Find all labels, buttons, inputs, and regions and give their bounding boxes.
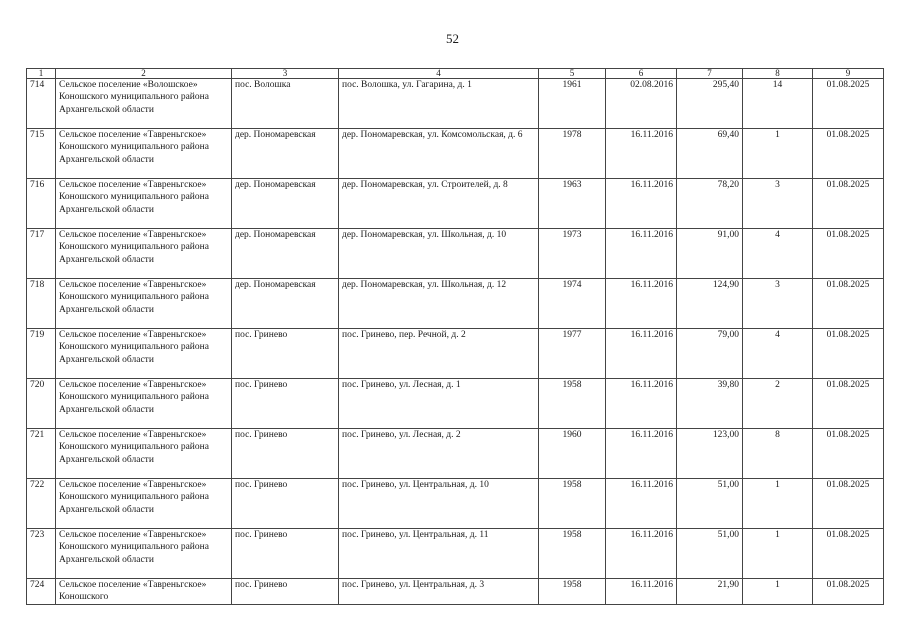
- date-cell: 16.11.2016: [606, 279, 677, 329]
- count-cell: 4: [743, 229, 813, 279]
- address-cell: пос. Гринево, пер. Речной, д. 2: [339, 329, 539, 379]
- deadline-cell: 01.08.2025: [813, 229, 884, 279]
- year-cell: 1958: [539, 579, 606, 605]
- year-cell: 1963: [539, 179, 606, 229]
- area-cell: 21,90: [677, 579, 743, 605]
- column-header: 9: [813, 69, 884, 79]
- address-cell: пос. Гринево, ул. Центральная, д. 10: [339, 479, 539, 529]
- locality-cell: пос. Гринево: [232, 329, 339, 379]
- column-header: 3: [232, 69, 339, 79]
- settlement-cell: Сельское поселение «Тавреньгское» Коношского муниципального района Архангельской области: [56, 329, 232, 379]
- column-header: 4: [339, 69, 539, 79]
- area-cell: 39,80: [677, 379, 743, 429]
- deadline-cell: 01.08.2025: [813, 279, 884, 329]
- count-cell: 1: [743, 579, 813, 605]
- row-number-cell: 718: [27, 279, 56, 329]
- column-header: 1: [27, 69, 56, 79]
- count-cell: 2: [743, 379, 813, 429]
- column-header: 6: [606, 69, 677, 79]
- date-cell: 16.11.2016: [606, 179, 677, 229]
- row-number-cell: 716: [27, 179, 56, 229]
- settlement-cell: Сельское поселение «Тавреньгское» Коношского муниципального района Архангельской области: [56, 129, 232, 179]
- address-cell: пос. Гринево, ул. Лесная, д. 2: [339, 429, 539, 479]
- column-header: 2: [56, 69, 232, 79]
- table-row: [27, 479, 884, 529]
- locality-cell: пос. Волошка: [232, 79, 339, 129]
- column-header: 7: [677, 69, 743, 79]
- address-cell: пос. Гринево, ул. Лесная, д. 1: [339, 379, 539, 429]
- count-cell: 3: [743, 179, 813, 229]
- date-cell: 16.11.2016: [606, 579, 677, 605]
- date-cell: 16.11.2016: [606, 529, 677, 579]
- date-cell: 16.11.2016: [606, 429, 677, 479]
- area-cell: 123,00: [677, 429, 743, 479]
- table-row: [27, 129, 884, 179]
- deadline-cell: 01.08.2025: [813, 479, 884, 529]
- settlement-cell: Сельское поселение «Тавреньгское» Коношского муниципального района Архангельской области: [56, 479, 232, 529]
- settlement-cell: Сельское поселение «Тавреньгское» Коношского муниципального района Архангельской области: [56, 279, 232, 329]
- locality-cell: пос. Гринево: [232, 379, 339, 429]
- row-number-cell: 722: [27, 479, 56, 529]
- row-number-cell: 721: [27, 429, 56, 479]
- locality-cell: пос. Гринево: [232, 479, 339, 529]
- locality-cell: пос. Гринево: [232, 429, 339, 479]
- date-cell: 16.11.2016: [606, 229, 677, 279]
- area-cell: 295,40: [677, 79, 743, 129]
- area-cell: 78,20: [677, 179, 743, 229]
- locality-cell: дер. Пономаревская: [232, 179, 339, 229]
- column-header: 8: [743, 69, 813, 79]
- year-cell: 1974: [539, 279, 606, 329]
- settlement-cell: Сельское поселение «Тавреньгское» Коношского муниципального района Архангельской области: [56, 379, 232, 429]
- count-cell: 4: [743, 329, 813, 379]
- deadline-cell: 01.08.2025: [813, 329, 884, 379]
- settlement-cell: Сельское поселение «Тавреньгское» Коношского муниципального района Архангельской области: [56, 429, 232, 479]
- table-row: [27, 279, 884, 329]
- locality-cell: дер. Пономаревская: [232, 229, 339, 279]
- table-row: [27, 179, 884, 229]
- area-cell: 51,00: [677, 479, 743, 529]
- area-cell: 51,00: [677, 529, 743, 579]
- locality-cell: пос. Гринево: [232, 579, 339, 605]
- row-number-cell: 723: [27, 529, 56, 579]
- count-cell: 14: [743, 79, 813, 129]
- count-cell: 8: [743, 429, 813, 479]
- deadline-cell: 01.08.2025: [813, 529, 884, 579]
- row-number-cell: 724: [27, 579, 56, 605]
- area-cell: 69,40: [677, 129, 743, 179]
- table-row: [27, 529, 884, 579]
- row-number-cell: 717: [27, 229, 56, 279]
- settlement-cell: Сельское поселение «Тавреньгское» Коношского муниципального района Архангельской области: [56, 179, 232, 229]
- settlement-cell: Сельское поселение «Тавреньгское» Коношского: [56, 579, 232, 605]
- locality-cell: дер. Пономаревская: [232, 279, 339, 329]
- year-cell: 1960: [539, 429, 606, 479]
- settlement-cell: Сельское поселение «Тавреньгское» Коношского муниципального района Архангельской области: [56, 229, 232, 279]
- area-cell: 124,90: [677, 279, 743, 329]
- registry-table: [26, 68, 884, 605]
- date-cell: 16.11.2016: [606, 129, 677, 179]
- address-cell: дер. Пономаревская, ул. Школьная, д. 12: [339, 279, 539, 329]
- date-cell: 16.11.2016: [606, 379, 677, 429]
- table-row: [27, 329, 884, 379]
- year-cell: 1958: [539, 479, 606, 529]
- address-cell: пос. Гринево, ул. Центральная, д. 11: [339, 529, 539, 579]
- table-row: [27, 579, 884, 605]
- year-cell: 1961: [539, 79, 606, 129]
- area-cell: 79,00: [677, 329, 743, 379]
- deadline-cell: 01.08.2025: [813, 129, 884, 179]
- count-cell: 1: [743, 129, 813, 179]
- deadline-cell: 01.08.2025: [813, 79, 884, 129]
- date-cell: 16.11.2016: [606, 329, 677, 379]
- deadline-cell: 01.08.2025: [813, 579, 884, 605]
- row-number-cell: 714: [27, 79, 56, 129]
- address-cell: дер. Пономаревская, ул. Школьная, д. 10: [339, 229, 539, 279]
- locality-cell: дер. Пономаревская: [232, 129, 339, 179]
- date-cell: 02.08.2016: [606, 79, 677, 129]
- row-number-cell: 720: [27, 379, 56, 429]
- settlement-cell: Сельское поселение «Волошское» Коношского муниципального района Архангельской области: [56, 79, 232, 129]
- table-body: [27, 69, 884, 605]
- year-cell: 1978: [539, 129, 606, 179]
- table-row: [27, 379, 884, 429]
- year-cell: 1977: [539, 329, 606, 379]
- year-cell: 1958: [539, 379, 606, 429]
- table-row: [27, 79, 884, 129]
- row-number-cell: 719: [27, 329, 56, 379]
- column-header-row: [27, 69, 884, 79]
- address-cell: дер. Пономаревская, ул. Комсомольская, д. 6: [339, 129, 539, 179]
- address-cell: пос. Волошка, ул. Гагарина, д. 1: [339, 79, 539, 129]
- year-cell: 1973: [539, 229, 606, 279]
- count-cell: 3: [743, 279, 813, 329]
- table-row: [27, 429, 884, 479]
- count-cell: 1: [743, 529, 813, 579]
- address-cell: дер. Пономаревская, ул. Строителей, д. 8: [339, 179, 539, 229]
- settlement-cell: Сельское поселение «Тавреньгское» Коношского муниципального района Архангельской области: [56, 529, 232, 579]
- column-header: 5: [539, 69, 606, 79]
- row-number-cell: 715: [27, 129, 56, 179]
- area-cell: 91,00: [677, 229, 743, 279]
- deadline-cell: 01.08.2025: [813, 429, 884, 479]
- date-cell: 16.11.2016: [606, 479, 677, 529]
- locality-cell: пос. Гринево: [232, 529, 339, 579]
- address-cell: пос. Гринево, ул. Центральная, д. 3: [339, 579, 539, 605]
- deadline-cell: 01.08.2025: [813, 379, 884, 429]
- table-row: [27, 229, 884, 279]
- year-cell: 1958: [539, 529, 606, 579]
- count-cell: 1: [743, 479, 813, 529]
- deadline-cell: 01.08.2025: [813, 179, 884, 229]
- page-number: 52: [446, 31, 459, 46]
